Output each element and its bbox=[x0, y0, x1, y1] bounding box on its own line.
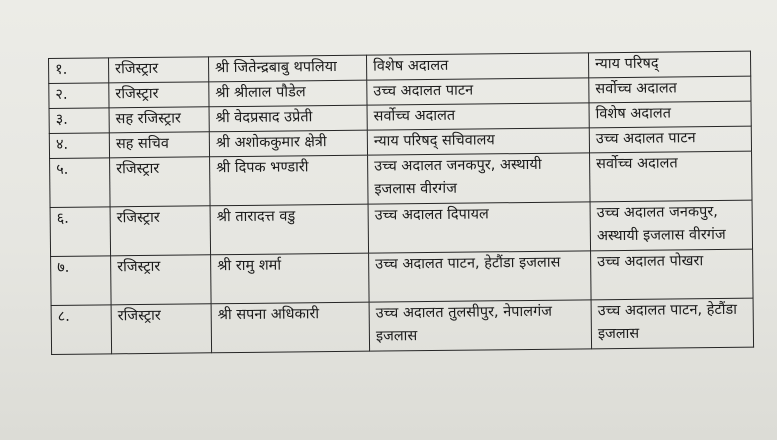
table-row bbox=[51, 249, 753, 305]
to-office-cell: सर्वोच्च अदालत bbox=[590, 151, 753, 202]
to-office-cell: विशेष अदालत bbox=[589, 101, 751, 128]
row-number: २. bbox=[49, 83, 109, 109]
transfer-table bbox=[48, 51, 754, 355]
post-cell: रजिस्ट्रार bbox=[110, 157, 211, 207]
post-cell: रजिस्ट्रार bbox=[110, 206, 211, 256]
from-office-cell: विशेष अदालत bbox=[366, 53, 588, 80]
post-cell: सह रजिस्ट्रार bbox=[109, 107, 209, 133]
row-number: ३. bbox=[49, 108, 109, 134]
table-row bbox=[50, 200, 752, 256]
to-office-cell: उच्च अदालत पोखरा bbox=[591, 249, 754, 300]
row-number: १. bbox=[49, 58, 109, 84]
to-office-cell: उच्च अदालत पाटन, हेटौंडा इजलास bbox=[591, 298, 754, 349]
to-office-cell: उच्च अदालत पाटन bbox=[589, 126, 751, 153]
to-office-cell: सर्वोच्च अदालत bbox=[589, 76, 751, 103]
row-number: ४. bbox=[49, 133, 109, 159]
name-cell: श्री श्रीलाल पौडेल bbox=[209, 80, 367, 107]
from-office-cell: उच्च अदालत दिपायल bbox=[368, 202, 591, 253]
name-cell: श्री दिपक भण्डारी bbox=[210, 155, 369, 206]
name-cell: श्री सपना अधिकारी bbox=[211, 302, 370, 353]
name-cell: श्री रामु शर्मा bbox=[211, 253, 370, 304]
table-row bbox=[50, 151, 752, 207]
table-row bbox=[51, 298, 753, 354]
row-number: ५. bbox=[50, 158, 111, 208]
from-office-cell: न्याय परिषद् सचिवालय bbox=[367, 128, 589, 155]
row-number: ६. bbox=[50, 207, 111, 257]
to-office-cell: न्याय परिषद् bbox=[588, 51, 750, 78]
from-office-cell: उच्च अदालत जनकपुर, अस्थायी इजलास वीरगंज bbox=[368, 153, 591, 204]
from-office-cell: उच्च अदालत पाटन bbox=[367, 78, 589, 105]
from-office-cell: उच्च अदालत तुलसीपुर, नेपालगंज इजलास bbox=[369, 300, 592, 351]
post-cell: रजिस्ट्रार bbox=[111, 255, 212, 305]
name-cell: श्री अशोककुमार क्षेत्री bbox=[209, 130, 367, 157]
post-cell: रजिस्ट्रार bbox=[109, 82, 209, 108]
name-cell: श्री जितेन्द्रबाबु थपलिया bbox=[208, 55, 366, 82]
post-cell: रजिस्ट्रार bbox=[111, 304, 212, 354]
post-cell: रजिस्ट्रार bbox=[109, 57, 209, 83]
name-cell: श्री तारादत्त वडु bbox=[210, 204, 369, 255]
row-number: ८. bbox=[51, 305, 112, 355]
name-cell: श्री वेदप्रसाद उप्रेती bbox=[209, 105, 367, 132]
to-office-cell: उच्च अदालत जनकपुर, अस्थायी इजलास वीरगंज bbox=[590, 200, 753, 251]
from-office-cell: सर्वोच्च अदालत bbox=[367, 103, 589, 130]
post-cell: सह सचिव bbox=[109, 132, 209, 158]
row-number: ७. bbox=[51, 256, 112, 306]
from-office-cell: उच्च अदालत पाटन, हेटौंडा इजलास bbox=[369, 251, 592, 302]
